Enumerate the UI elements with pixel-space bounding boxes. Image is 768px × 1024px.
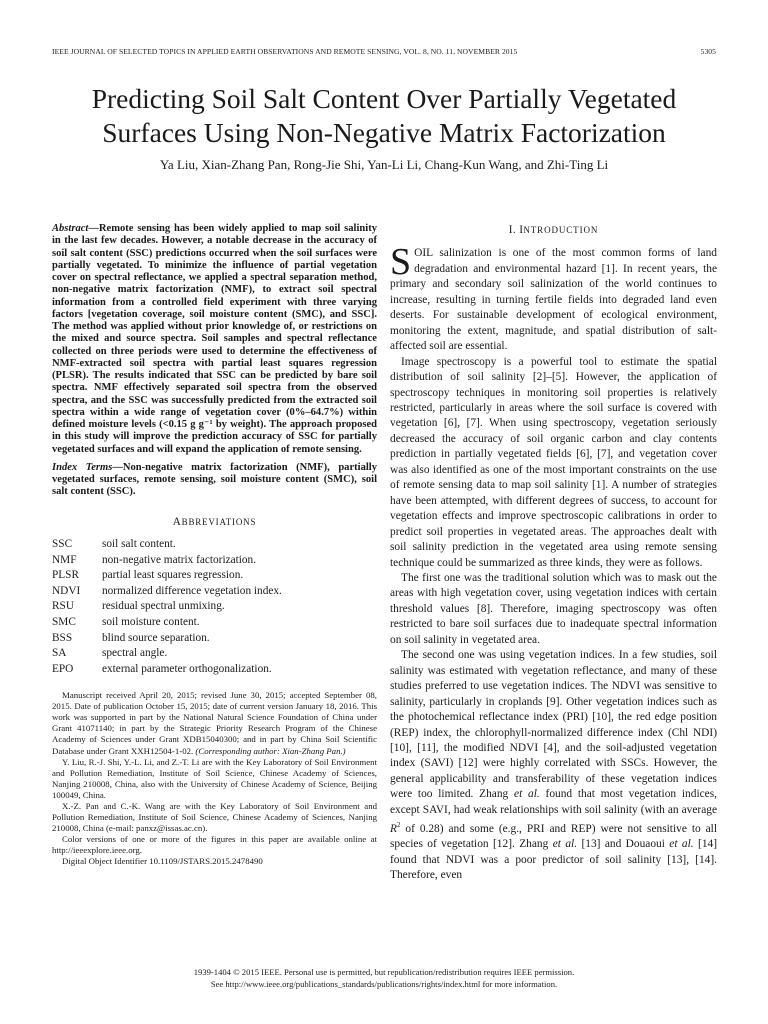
section-heading-introduction: I. INTRODUCTION [508, 224, 599, 236]
intro-paragraph-3: The first one was the traditional solution which was to mask out the areas with high vegetation cover, using vegetation indices with certain threshold values [8]. Therefore, imaging spectroscopy was often restricted to bare soil surfaces due to inadequate spectral information on soil salinity in vegetated area. [390, 571, 717, 646]
abbreviation-row: NMF non-negative matrix factorization. [52, 553, 257, 566]
abbreviation-row: EPO external parameter orthogonalization. [52, 662, 272, 675]
intro-paragraph-1: SOIL salinization is one of the most common forms of land degradation and environmental hazard [1]. In recent years, the primary and secondary soil salinization of the world continues to increase, resulting in turning fertile fields into degraded land even deserts. For sustainable development of ecological environment, monitoring the extent, magnitude, and spatial distribution of salt-affected soil are essential. [390, 241, 717, 353]
abbreviation-row: BSS blind source separation. [52, 631, 210, 644]
abbreviation-row: SA spectral angle. [52, 647, 168, 660]
index-terms-text: —Non-negative matrix factorization (NMF), partially vegetated surfaces, remote sensing, soil moisture content (SMC), soil salt content (SSC). [52, 461, 377, 498]
rights-url-line: See http://www.ieee.org/publications_standards/publications/rights/index.html for more information. [210, 979, 558, 989]
abbreviations-table [52, 537, 282, 677]
abstract-text: —Remote sensing has been widely applied to map soil salinity in the last few decades. However, a notable decrease in the accuracy of soil salt content (SSC) predictions occurred when the soil surfaces were partially vegetated. To minimize the influence of partial vegetation cover on spectral reflectance, we applied a spectral separation method, non-negative matrix factorization (NMF), to extract soil spectral information from a controlled field experiment with three varying factors [vegetation coverage, soil moisture content (SMC), and SSC]. The method was applied without prior knowledge of, or restrictions on the mixed and source spectra. Soil samples and spectral reflectance collected on three periods were used to determine the effectiveness of NMF-extracted soil spectra with partial least squares regression (PLSR). The results indicated that SSC can be predicted by bare soil spectra. NMF effectively separated soil spectra from the observed spectra, and the SSC was successfully predicted from the extracted soil spectra within a wide range of vegetation cover (0%–64.7%) within defined moisture levels (<0.15 g g⁻¹ by weight). The approach proposed in this study will improve the prediction accuracy of SSC for partially vegetated surfaces and will expand the application of remote sensing. [52, 223, 377, 455]
footnote-affiliation-1: Y. Liu, R.-J. Shi, Y.-L. Li, and Z.-T. Li are with the Key Laboratory of Soil Environment and Pollution Remediation, Institute of Soil Science, Chinese Academy of Sciences, Nanjing 210008, China, also with the University of Chinese Academy of Science, Beijing 100049, China. [52, 756, 377, 800]
title-line-1: Predicting Soil Salt Content Over Partially Vegetated [91, 83, 677, 114]
footnotes [52, 690, 377, 867]
footnote-affiliation-2: X.-Z. Pan and C.-K. Wang are with the Key Laboratory of Soil Environment and Pollution Remediation, Institute of Soil Science, Chinese Academy of Sciences, Nanjing 210008, China (e-mail: panxz@issas.ac.cn). [52, 800, 377, 833]
footnote-color: Color versions of one or more of the figures in this paper are available online at http://ieeexplore.ieee.org. [52, 833, 377, 855]
page-number: 5305 [700, 47, 716, 56]
copyright-footer [40, 966, 728, 990]
abbreviation-row: RSU residual spectral unmixing. [52, 600, 225, 613]
abbreviation-row: SMC soil moisture content. [52, 615, 200, 628]
footnote-doi: Digital Object Identifier 10.1109/JSTARS.2015.2478490 [62, 856, 263, 866]
left-column [52, 223, 377, 867]
index-terms-label: Index Terms [52, 461, 113, 473]
footnote-received: Manuscript received April 20, 2015; revised June 30, 2015; accepted September 08, 2015. Date of publication October 15, 2015; date of current version January 18, 2016. This work was supported in part by the National Natural Science Foundation of China under Grant 41071140; in part by the Strategic Priority Research Program of the Chinese Academy of Sciences under Grant XDB15040300; and in part by China Soil Scientific Database under Grant XXH12504-1-02. (Corresponding author: Xian-Zhang Pan.) [52, 690, 377, 756]
running-header [52, 47, 716, 56]
abbreviation-row: NDVI normalized difference vegetation index. [52, 584, 282, 597]
abbreviation-row: SSC soil salt content. [52, 537, 176, 550]
intro-paragraph-2: Image spectroscopy is a powerful tool to estimate the spatial distribution of soil salinity [2]–[5]. However, the application of spectroscopy techniques in monitoring soil properties is relatively restricted, particularly in areas where the soil surface is covered with vegetation [6], [7]. When using spectroscopy, vegetation seriously decreased the accuracy of soil organic carbon and clay contents prediction in partially vegetated fields [6], [7], and vegetation cover was also identified as one of the most important constraints on the use of remote sensing data to map soil salinity [1]. A number of strategies have been attempted, with different degrees of success, to account for vegetation effects and improve spectroscopic calibrations in order to predict soil properties in vegetated areas. The approaches dealt with soil salinity prediction in the vegetated area using remote sensing technique could be summarized as three kinds, they were as follows. [390, 355, 717, 569]
index-terms [52, 462, 377, 499]
author-list: Ya Liu, Xian-Zhang Pan, Rong-Jie Shi, Yan-Li Li, Chang-Kun Wang, and Zhi-Ting Li [159, 157, 609, 172]
copyright-line: 1939-1404 © 2015 IEEE. Personal use is permitted, but republication/redistribution requires IEEE permission. [193, 967, 575, 977]
abbreviations-heading: ABBREVIATIONS [172, 515, 257, 528]
drop-cap: S [390, 241, 412, 284]
title-line-2: Surfaces Using Non-Negative Matrix Factorization [102, 117, 666, 148]
abbreviation-row: PLSR partial least squares regression. [52, 569, 244, 582]
paper-title [30, 82, 738, 150]
journal-name: IEEE JOURNAL OF SELECTED TOPICS IN APPLIED EARTH OBSERVATIONS AND REMOTE SENSING, VOL. 8, NO. 11, NOVEMBER 2015 [52, 47, 518, 56]
abstract-label: Abstract [52, 223, 89, 234]
intro-paragraph-4: The second one was using vegetation indices. In a few studies, soil salinity was estimated with vegetation reflectance, and many of these studies preferred to use vegetation indices. The NDVI was sensitive to salinity, particularly in croplands [9]. Other vegetation indices such as the photochemical reflectance index (PRI) [10], the red edge position (REP) index, the chlorophyll-normalized difference index (Chl NDI) [10], [11], the modified NDVI [4], and the soil-adjusted vegetation index (SAVI) [12] were highly correlated with SSCs. However, the general applicability and transferability of these vegetation indices were too limited. Zhang et al. found that most vegetation indices, except SAVI, had weak relationships with soil salinity (with an average $R^2$ of 0.28) and some (e.g., PRI and REP) were not sensitive to all species of vegetation [12]. Zhang et al. [13] and Douaoui et al. [14] found that NDVI was a poor predictor of soil salinity [13], [14]. Therefore, even [390, 649, 718, 882]
abstract [52, 223, 377, 456]
right-column [390, 223, 717, 884]
